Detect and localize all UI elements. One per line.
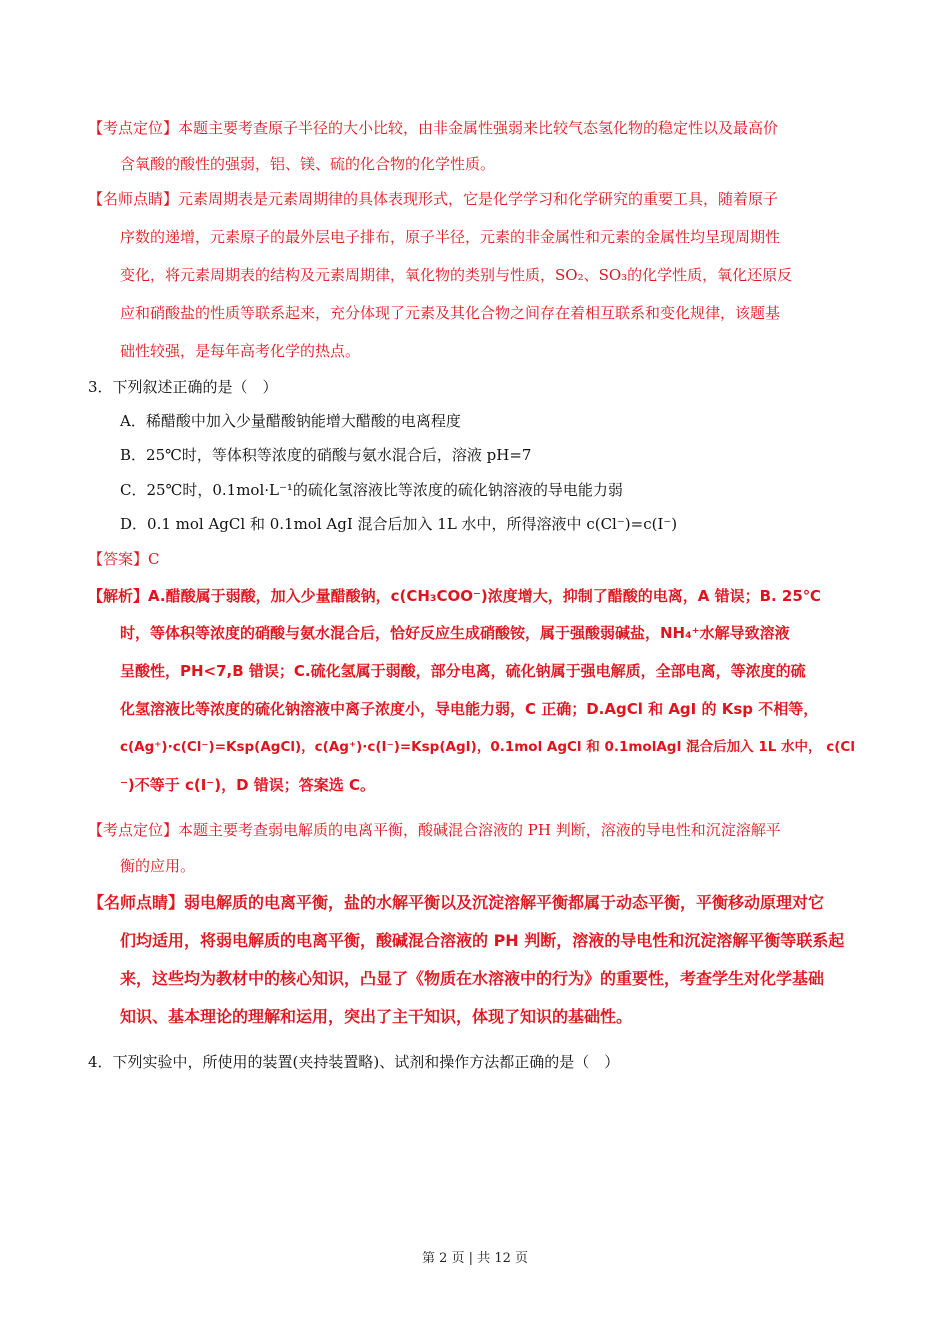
mingshi2-line-1: 【名师点睛】弱电解质的电离平衡，盐的水解平衡以及沉淀溶解平衡都属于动态平衡，平衡移动原理对它 <box>88 893 825 912</box>
mingshi-line-5: 础性较强，是每年高考化学的热点。 <box>120 342 361 360</box>
question-3-option-c: C．25℃时，0.1mol·L⁻¹的硫化氢溶液比等浓度的硫化钠溶液的导电能力弱 <box>120 481 623 499</box>
mingshi2-line-3: 来，这些均为教材中的核心知识，凸显了《物质在水溶液中的行为》的重要性，考查学生对化学基础 <box>120 969 825 988</box>
kaodian-line-2: 含氧酸的酸性的强弱，铝、镁、硫的化合物的化学性质。 <box>120 155 496 173</box>
kaodian2-line-2: 衡的应用。 <box>120 857 196 875</box>
mingshi2-line-4: 知识、基本理论的理解和运用，突出了主干知识，体现了知识的基础性。 <box>120 1007 633 1026</box>
analysis-line-6: ⁻)不等于 c(I⁻)，D 错误；答案选 C。 <box>120 776 376 794</box>
question-3-stem: 3．下列叙述正确的是（ ） <box>88 378 278 396</box>
analysis-line-5: c(Ag⁺)·c(Cl⁻)=Ksp(AgCl)，c(Ag⁺)·c(I⁻)=Ksp(AgI)，0.1mol AgCl 和 0.1molAgI 混合后加入 1L 水中， c(Cl <box>120 739 855 755</box>
analysis-line-3: 呈酸性，PH<7,B 错误；C.硫化氢属于弱酸，部分电离，硫化钠属于强电解质，全部电离，等浓度的硫 <box>120 662 806 680</box>
answer-label: 【答案】C <box>88 550 160 568</box>
kaodian-line-1: 【考点定位】本题主要考查原子半径的大小比较，由非金属性强弱来比较气态氢化物的稳定性以及最高价 <box>88 119 779 137</box>
mingshi-line-4: 应和硝酸盐的性质等联系起来，充分体现了元素及其化合物之间存在着相互联系和变化规律，该题基 <box>120 304 781 322</box>
mingshi2-line-2: 们均适用，将弱电解质的电离平衡，酸碱混合溶液的 PH 判断，溶液的导电性和沉淀溶解平衡等联系起 <box>120 931 845 950</box>
analysis-line-1: 【解析】A.醋酸属于弱酸，加入少量醋酸钠，c(CH₃COO⁻)浓度增大，抑制了醋酸的电离，A 错误；B. 25℃ <box>88 587 821 605</box>
question-3-option-a: A．稀醋酸中加入少量醋酸钠能增大醋酸的电离程度 <box>120 412 461 430</box>
analysis-line-2: 时，等体积等浓度的硝酸与氨水混合后，恰好反应生成硝酸铵，属于强酸弱碱盐，NH₄⁺水解导致溶液 <box>120 624 790 642</box>
mingshi-line-3: 变化，将元素周期表的结构及元素周期律，氧化物的类别与性质，SO₂、SO₃的化学性质，氧化还原反 <box>120 266 793 284</box>
mingshi-line-2: 序数的递增，元素原子的最外层电子排布，原子半径，元素的非金属性和元素的金属性均呈现周期性 <box>120 228 781 246</box>
page-footer: 第 2 页 | 共 12 页 <box>422 1251 528 1266</box>
question-3-option-b: B．25℃时，等体积等浓度的硝酸与氨水混合后，溶液 pH=7 <box>120 446 532 464</box>
question-3-option-d: D．0.1 mol AgCl 和 0.1mol AgI 混合后加入 1L 水中，所得溶液中 c(Cl⁻)=c(I⁻) <box>120 515 678 533</box>
analysis-line-4: 化氢溶液比等浓度的硫化钠溶液中离子浓度小，导电能力弱，C 正确；D.AgCl 和 AgI 的 Ksp 不相等， <box>120 700 819 718</box>
kaodian2-line-1: 【考点定位】本题主要考查弱电解质的电离平衡，酸碱混合溶液的 PH 判断，溶液的导电性和沉淀溶解平 <box>88 821 781 839</box>
mingshi-line-1: 【名师点睛】元素周期表是元素周期律的具体表现形式，它是化学学习和化学研究的重要工具，随着原子 <box>88 190 779 208</box>
question-4-stem: 4．下列实验中，所使用的装置(夹持装置略)、试剂和操作方法都正确的是（ ） <box>88 1053 620 1071</box>
